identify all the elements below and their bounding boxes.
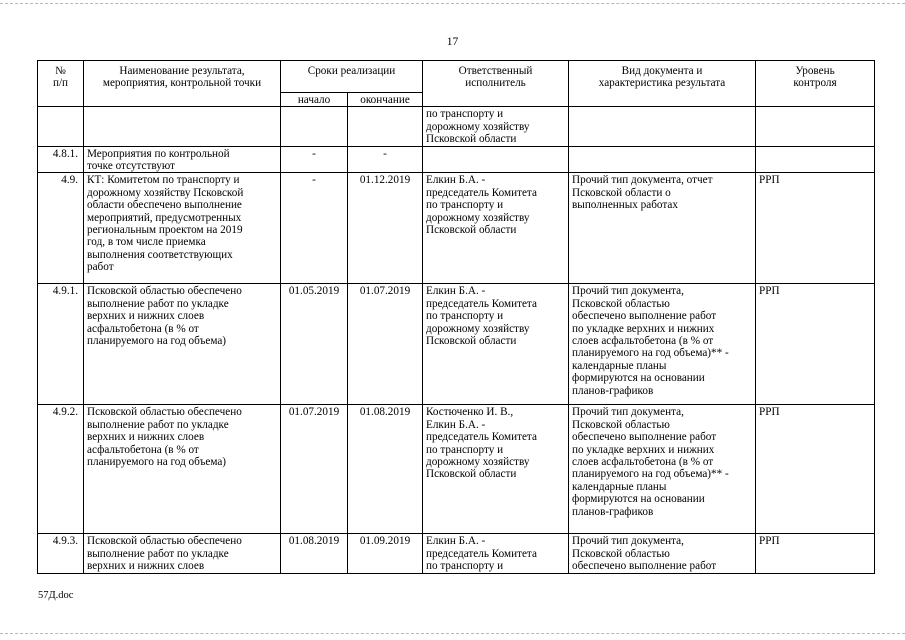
- cell-num: 4.9.1.: [38, 284, 84, 405]
- cell-name: Псковской областью обеспечено выполнение работ по укладке верхних и нижних слоев: [84, 534, 281, 573]
- cell-name: Псковской областью обеспечено выполнение работ по укладке верхних и нижних слоев асфальтобетона (в % от планируемого на год объема): [84, 284, 281, 405]
- table-row: [38, 107, 875, 146]
- cell-doc: Прочий тип документа, Псковской областью обеспечено выполнение работ: [569, 534, 756, 573]
- cell-name: Мероприятия по контрольной точке отсутствуют: [84, 146, 281, 173]
- cell-executor: Елкин Б.А. - председатель Комитета по транспорту и: [423, 534, 569, 573]
- cell-end: 01.08.2019: [348, 405, 423, 534]
- cell-doc: Прочий тип документа, отчет Псковской области о выполненных работах: [569, 173, 756, 284]
- scan-edge-bottom: [0, 633, 905, 635]
- cell-name: КТ: Комитетом по транспорту и дорожному хозяйству Псковской области обеспечено выполнение мероприятий, предусмотренных региональным проектом на 2019 год, в том числе приемка выполнения соответствующих работ: [84, 173, 281, 284]
- header-executor: Ответственный исполнитель: [423, 61, 569, 107]
- scan-edge-top: [0, 3, 905, 5]
- cell-start: -: [281, 173, 348, 284]
- cell-level: РРП: [756, 173, 875, 284]
- cell-name: [84, 107, 281, 146]
- header-name: Наименование результата, мероприятия, контрольной точки: [84, 61, 281, 107]
- cell-num: 4.8.1.: [38, 146, 84, 173]
- cell-level: РРП: [756, 284, 875, 405]
- cell-start: -: [281, 146, 348, 173]
- cell-num: 4.9.: [38, 173, 84, 284]
- cell-executor: Елкин Б.А. - председатель Комитета по транспорту и дорожному хозяйству Псковской области: [423, 173, 569, 284]
- header-row: [38, 61, 875, 93]
- table-row: [38, 284, 875, 405]
- cell-doc: Прочий тип документа, Псковской областью обеспечено выполнение работ по укладке верхних и нижних слоев асфальтобетона (в % от планируемого на год объема)** - календарные планы формируются на основании планов-графиков: [569, 405, 756, 534]
- cell-end: [348, 107, 423, 146]
- cell-num: 4.9.3.: [38, 534, 84, 573]
- footer-filename: 57Д.doc: [38, 590, 74, 601]
- table-row: [38, 534, 875, 573]
- cell-num: [38, 107, 84, 146]
- cell-name: Псковской областью обеспечено выполнение работ по укладке верхних и нижних слоев асфальтобетона (в % от планируемого на год объема): [84, 405, 281, 534]
- cell-level: РРП: [756, 405, 875, 534]
- plan-table: [37, 60, 875, 574]
- cell-executor: Костюченко И. В., Елкин Б.А. - председатель Комитета по транспорту и дорожному хозяйству Псковской области: [423, 405, 569, 534]
- cell-start: 01.08.2019: [281, 534, 348, 573]
- cell-doc: Прочий тип документа, Псковской областью обеспечено выполнение работ по укладке верхних и нижних слоев асфальтобетона (в % от планируемого на год объема)** - календарные планы формируются на основании планов-графиков: [569, 284, 756, 405]
- cell-num: 4.9.2.: [38, 405, 84, 534]
- header-end: окончание: [348, 93, 423, 107]
- cell-end: 01.12.2019: [348, 173, 423, 284]
- table-row: [38, 405, 875, 534]
- header-num: № п/п: [38, 61, 84, 107]
- page-number: 17: [446, 36, 459, 48]
- cell-doc: [569, 146, 756, 173]
- header-terms: Сроки реализации: [281, 61, 423, 93]
- cell-start: 01.07.2019: [281, 405, 348, 534]
- cell-executor: Елкин Б.А. - председатель Комитета по транспорту и дорожному хозяйству Псковской области: [423, 284, 569, 405]
- cell-start: [281, 107, 348, 146]
- table-row: [38, 173, 875, 284]
- header-start: начало: [281, 93, 348, 107]
- cell-doc: [569, 107, 756, 146]
- cell-end: 01.09.2019: [348, 534, 423, 573]
- cell-level: [756, 107, 875, 146]
- table-row: [38, 146, 875, 173]
- header-doc: Вид документа и характеристика результата: [569, 61, 756, 107]
- cell-executor: [423, 146, 569, 173]
- header-level: Уровень контроля: [756, 61, 875, 107]
- cell-level: РРП: [756, 534, 875, 573]
- cell-level: [756, 146, 875, 173]
- cell-end: 01.07.2019: [348, 284, 423, 405]
- cell-executor: по транспорту и дорожному хозяйству Псковской области: [423, 107, 569, 146]
- cell-start: 01.05.2019: [281, 284, 348, 405]
- cell-end: -: [348, 146, 423, 173]
